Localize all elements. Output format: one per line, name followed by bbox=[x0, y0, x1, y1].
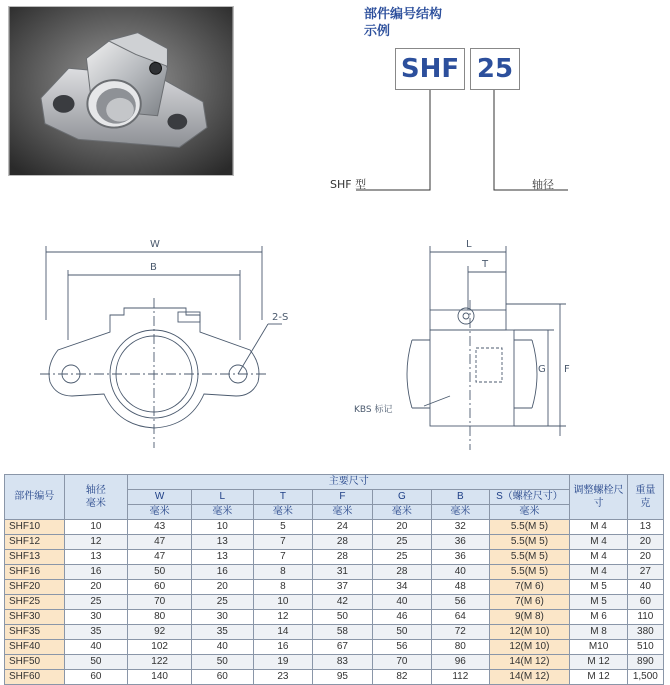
header-unit: 毫米 bbox=[432, 505, 489, 520]
table-cell-d: 12 bbox=[64, 535, 128, 550]
shaft-label: 轴径 bbox=[532, 178, 554, 191]
table-cell-f: 24 bbox=[313, 520, 373, 535]
table-cell-s: 14(M 12) bbox=[489, 670, 570, 685]
table-cell-w: 60 bbox=[128, 580, 192, 595]
table-cell-part: SHF30 bbox=[5, 610, 65, 625]
spec-table-body bbox=[5, 520, 664, 685]
table-cell-b: 36 bbox=[432, 535, 489, 550]
table-cell-w: 92 bbox=[128, 625, 192, 640]
table-cell-d: 20 bbox=[64, 580, 128, 595]
table-cell-t: 7 bbox=[253, 550, 313, 565]
table-cell-bolt: M 12 bbox=[570, 670, 627, 685]
table-cell-s: 5.5(M 5) bbox=[489, 535, 570, 550]
table-cell-g: 28 bbox=[372, 565, 432, 580]
table-cell-bolt: M 4 bbox=[570, 535, 627, 550]
table-cell-t: 8 bbox=[253, 565, 313, 580]
table-cell-b: 72 bbox=[432, 625, 489, 640]
front-view bbox=[40, 246, 282, 448]
header-unit: 毫米 bbox=[192, 505, 254, 520]
code-leader-lines bbox=[0, 0, 670, 200]
table-cell-w: 47 bbox=[128, 550, 192, 565]
table-cell-wt: 13 bbox=[627, 520, 663, 535]
table-cell-t: 5 bbox=[253, 520, 313, 535]
title-line-2: 示例 bbox=[364, 24, 391, 39]
table-cell-t: 14 bbox=[253, 625, 313, 640]
table-row bbox=[5, 610, 664, 625]
table-cell-part: SHF13 bbox=[5, 550, 65, 565]
table-cell-g: 50 bbox=[372, 625, 432, 640]
table-cell-w: 70 bbox=[128, 595, 192, 610]
dim-t-label: T bbox=[482, 259, 489, 270]
table-cell-w: 102 bbox=[128, 640, 192, 655]
table-cell-s: 9(M 8) bbox=[489, 610, 570, 625]
table-cell-f: 28 bbox=[313, 550, 373, 565]
model-label: SHF 型 bbox=[330, 178, 367, 191]
table-row bbox=[5, 670, 664, 685]
header-s: S（螺栓尺寸） bbox=[489, 490, 570, 505]
table-cell-wt: 1,500 bbox=[627, 670, 663, 685]
table-cell-wt: 510 bbox=[627, 640, 663, 655]
table-cell-g: 70 bbox=[372, 655, 432, 670]
table-cell-w: 50 bbox=[128, 565, 192, 580]
table-cell-b: 40 bbox=[432, 565, 489, 580]
table-cell-bolt: M 8 bbox=[570, 625, 627, 640]
table-cell-l: 50 bbox=[192, 655, 254, 670]
table-row bbox=[5, 535, 664, 550]
table-cell-bolt: M 4 bbox=[570, 565, 627, 580]
table-row bbox=[5, 520, 664, 535]
table-cell-w: 80 bbox=[128, 610, 192, 625]
kbs-label: KBS 标记 bbox=[354, 405, 393, 415]
table-cell-wt: 20 bbox=[627, 535, 663, 550]
code-model-box: SHF bbox=[395, 48, 465, 90]
table-cell-l: 10 bbox=[192, 520, 254, 535]
table-cell-bolt: M 6 bbox=[570, 610, 627, 625]
table-cell-s: 7(M 6) bbox=[489, 580, 570, 595]
table-cell-d: 35 bbox=[64, 625, 128, 640]
table-cell-part: SHF60 bbox=[5, 670, 65, 685]
table-cell-part: SHF25 bbox=[5, 595, 65, 610]
side-view bbox=[407, 246, 566, 450]
table-cell-s: 14(M 12) bbox=[489, 655, 570, 670]
dim-l-label: L bbox=[466, 239, 472, 250]
table-row bbox=[5, 550, 664, 565]
code-size-box: 25 bbox=[470, 48, 520, 90]
table-cell-t: 7 bbox=[253, 535, 313, 550]
table-cell-b: 64 bbox=[432, 610, 489, 625]
header-bolt: 调整螺栓尺寸 bbox=[570, 475, 627, 520]
table-cell-w: 122 bbox=[128, 655, 192, 670]
dim-b-label: B bbox=[150, 262, 157, 273]
technical-drawing bbox=[0, 200, 670, 470]
table-cell-b: 96 bbox=[432, 655, 489, 670]
header-unit: 毫米 bbox=[253, 505, 313, 520]
header-g: G bbox=[372, 490, 432, 505]
table-cell-wt: 40 bbox=[627, 580, 663, 595]
table-cell-s: 5.5(M 5) bbox=[489, 550, 570, 565]
table-cell-part: SHF10 bbox=[5, 520, 65, 535]
table-cell-bolt: M 5 bbox=[570, 580, 627, 595]
table-cell-f: 37 bbox=[313, 580, 373, 595]
table-row bbox=[5, 625, 664, 640]
table-cell-l: 20 bbox=[192, 580, 254, 595]
header-weight: 重量 克 bbox=[627, 475, 663, 520]
table-cell-b: 56 bbox=[432, 595, 489, 610]
table-cell-l: 16 bbox=[192, 565, 254, 580]
table-cell-l: 60 bbox=[192, 670, 254, 685]
header-unit: 毫米 bbox=[128, 505, 192, 520]
table-cell-l: 35 bbox=[192, 625, 254, 640]
table-cell-d: 40 bbox=[64, 640, 128, 655]
table-cell-part: SHF35 bbox=[5, 625, 65, 640]
table-cell-f: 42 bbox=[313, 595, 373, 610]
table-cell-wt: 60 bbox=[627, 595, 663, 610]
table-row bbox=[5, 595, 664, 610]
table-cell-l: 40 bbox=[192, 640, 254, 655]
table-cell-w: 47 bbox=[128, 535, 192, 550]
header-t: T bbox=[253, 490, 313, 505]
table-cell-d: 10 bbox=[64, 520, 128, 535]
table-cell-w: 140 bbox=[128, 670, 192, 685]
table-cell-part: SHF50 bbox=[5, 655, 65, 670]
dim-f-label: F bbox=[564, 364, 570, 375]
table-cell-l: 13 bbox=[192, 550, 254, 565]
table-cell-g: 20 bbox=[372, 520, 432, 535]
table-cell-l: 13 bbox=[192, 535, 254, 550]
table-cell-f: 58 bbox=[313, 625, 373, 640]
table-cell-f: 95 bbox=[313, 670, 373, 685]
table-cell-t: 19 bbox=[253, 655, 313, 670]
header-part-no: 部件编号 bbox=[5, 475, 65, 520]
table-cell-g: 46 bbox=[372, 610, 432, 625]
header-w: W bbox=[128, 490, 192, 505]
table-cell-t: 8 bbox=[253, 580, 313, 595]
table-cell-f: 83 bbox=[313, 655, 373, 670]
title-line-1: 部件编号结构 bbox=[364, 7, 443, 22]
header-shaft-dia: 轴径 毫米 bbox=[64, 475, 128, 520]
table-cell-b: 36 bbox=[432, 550, 489, 565]
table-cell-b: 112 bbox=[432, 670, 489, 685]
table-cell-d: 13 bbox=[64, 550, 128, 565]
table-cell-part: SHF16 bbox=[5, 565, 65, 580]
header-unit: 毫米 bbox=[372, 505, 432, 520]
table-cell-part: SHF12 bbox=[5, 535, 65, 550]
table-cell-g: 40 bbox=[372, 595, 432, 610]
table-cell-g: 82 bbox=[372, 670, 432, 685]
table-cell-w: 43 bbox=[128, 520, 192, 535]
dim-w-label: W bbox=[150, 239, 160, 250]
table-row bbox=[5, 580, 664, 595]
table-cell-wt: 890 bbox=[627, 655, 663, 670]
table-cell-d: 30 bbox=[64, 610, 128, 625]
table-cell-d: 16 bbox=[64, 565, 128, 580]
table-cell-part: SHF40 bbox=[5, 640, 65, 655]
table-row bbox=[5, 640, 664, 655]
header-b: B bbox=[432, 490, 489, 505]
table-cell-part: SHF20 bbox=[5, 580, 65, 595]
table-cell-l: 25 bbox=[192, 595, 254, 610]
table-cell-s: 7(M 6) bbox=[489, 595, 570, 610]
table-cell-f: 31 bbox=[313, 565, 373, 580]
table-cell-wt: 27 bbox=[627, 565, 663, 580]
dim-2s-label: 2-S bbox=[272, 312, 289, 323]
table-cell-f: 28 bbox=[313, 535, 373, 550]
table-cell-d: 60 bbox=[64, 670, 128, 685]
table-cell-g: 34 bbox=[372, 580, 432, 595]
spec-table bbox=[4, 474, 664, 685]
header-unit: 毫米 bbox=[313, 505, 373, 520]
table-cell-g: 56 bbox=[372, 640, 432, 655]
table-cell-bolt: M 5 bbox=[570, 595, 627, 610]
table-cell-bolt: M 12 bbox=[570, 655, 627, 670]
table-cell-g: 25 bbox=[372, 550, 432, 565]
table-cell-f: 50 bbox=[313, 610, 373, 625]
table-cell-t: 23 bbox=[253, 670, 313, 685]
table-cell-d: 50 bbox=[64, 655, 128, 670]
table-cell-t: 10 bbox=[253, 595, 313, 610]
table-cell-g: 25 bbox=[372, 535, 432, 550]
table-cell-t: 16 bbox=[253, 640, 313, 655]
header-unit: 毫米 bbox=[489, 505, 570, 520]
table-cell-bolt: M10 bbox=[570, 640, 627, 655]
table-cell-s: 5.5(M 5) bbox=[489, 565, 570, 580]
table-cell-s: 12(M 10) bbox=[489, 640, 570, 655]
table-cell-bolt: M 4 bbox=[570, 550, 627, 565]
dim-g-label: G bbox=[538, 364, 546, 375]
table-cell-wt: 110 bbox=[627, 610, 663, 625]
table-row bbox=[5, 565, 664, 580]
header-main-dims: 主要尺寸 bbox=[128, 475, 570, 490]
table-cell-d: 25 bbox=[64, 595, 128, 610]
table-cell-f: 67 bbox=[313, 640, 373, 655]
table-cell-b: 48 bbox=[432, 580, 489, 595]
header-l: L bbox=[192, 490, 254, 505]
table-cell-b: 80 bbox=[432, 640, 489, 655]
table-cell-b: 32 bbox=[432, 520, 489, 535]
table-cell-l: 30 bbox=[192, 610, 254, 625]
table-cell-t: 12 bbox=[253, 610, 313, 625]
table-cell-wt: 380 bbox=[627, 625, 663, 640]
table-cell-bolt: M 4 bbox=[570, 520, 627, 535]
table-row bbox=[5, 655, 664, 670]
header-f: F bbox=[313, 490, 373, 505]
table-cell-s: 5.5(M 5) bbox=[489, 520, 570, 535]
table-cell-s: 12(M 10) bbox=[489, 625, 570, 640]
table-cell-wt: 20 bbox=[627, 550, 663, 565]
